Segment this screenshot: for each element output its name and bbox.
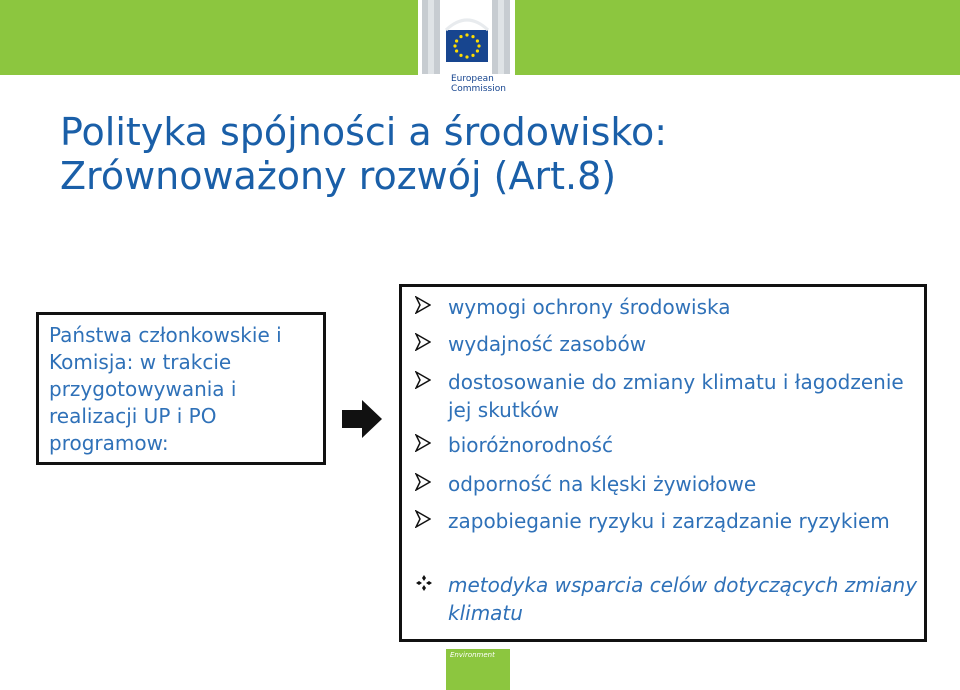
arrowhead-bullet-icon: [415, 510, 431, 532]
arrowhead-bullet-icon: [415, 333, 431, 355]
footer-environment-tab: [446, 649, 510, 690]
slide-title: [60, 110, 920, 198]
footer-label: Environment: [450, 651, 495, 659]
list-item-text: wydajność zasobów: [448, 332, 647, 356]
logo-line-european: European: [451, 74, 494, 84]
left-box: [36, 312, 326, 465]
european-commission-logo: [418, 0, 515, 105]
list-item-text: odporność na klęski żywiołowe: [448, 472, 757, 496]
logo-line-commission: Commission: [451, 84, 506, 94]
arrowhead-bullet-icon: [415, 371, 431, 393]
logo-wordmark: [451, 74, 506, 94]
title-line-2: Zrównoważony rozwój (Art.8): [60, 154, 617, 198]
diamond-bullet-icon: [415, 574, 433, 596]
list-item-text: wymogi ochrony środowiska: [448, 295, 731, 319]
left-box-text: Państwa członkowskie i Komisja: w trakcie przygotowywania i realizacji UP i PO programow:: [49, 323, 282, 455]
list-item-text: bioróżnorodność: [448, 433, 613, 457]
eu-flag-building-icon: [418, 0, 515, 74]
list-item-text: dostosowanie do zmiany klimatu i łagodzenie jej skutków: [448, 370, 904, 422]
arrowhead-bullet-icon: [415, 473, 431, 495]
arrowhead-bullet-icon: [415, 296, 431, 318]
right-box: [399, 284, 927, 642]
list-item-text: metodyka wsparcia celów dotyczących zmiany klimatu: [448, 573, 918, 625]
title-line-1: Polityka spójności a środowisko:: [60, 110, 668, 154]
arrowhead-bullet-icon: [415, 434, 431, 456]
right-arrow-icon: [342, 400, 382, 442]
list-item-text: zapobieganie ryzyku i zarządzanie ryzykiem: [448, 509, 890, 533]
